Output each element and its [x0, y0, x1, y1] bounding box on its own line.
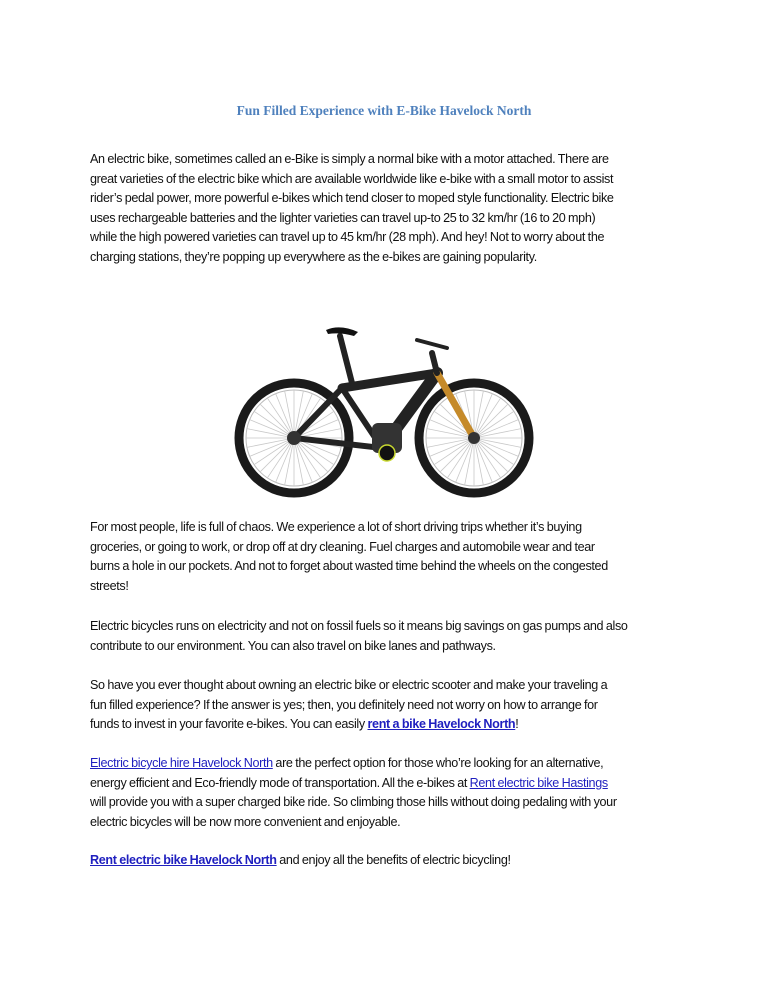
paragraph-intro: [90, 150, 690, 268]
text-line: [90, 557, 690, 577]
text-segment: charging stations, they’re popping up everywhere as the e-bikes are gaining popularity.: [90, 249, 537, 264]
text-line: [90, 793, 690, 813]
wheel-spoke: [474, 404, 508, 438]
text-line: [90, 518, 690, 538]
text-line: [90, 150, 690, 170]
text-segment: contribute to our environment. You can also travel on bike lanes and pathways.: [90, 638, 496, 653]
text-segment: For most people, life is full of chaos. We experience a lot of short driving trips whether it’s buying: [90, 520, 582, 534]
text-line: [90, 637, 690, 657]
text-segment: groceries, or going to work, or drop off at dry cleaning. Fuel charges and automobile wear and tear: [90, 539, 595, 554]
text-segment: and enjoy all the benefits of electric bicycling!: [276, 853, 511, 867]
text-segment: Electric bicycles runs on electricity and not on fossil fuels so it means big savings on gas pumps and also: [90, 619, 628, 633]
text-line: [90, 577, 690, 597]
hyperlink[interactable]: rent a bike Havelock North: [367, 717, 516, 732]
text-segment: are the perfect option for those who’re looking for an alternative,: [272, 756, 604, 770]
hyperlink[interactable]: Electric bicycle hire Havelock North: [90, 756, 273, 770]
text-line: [90, 696, 690, 716]
text-segment: rider’s pedal power, more powerful e-bikes which tend closer to moped style functionality. Electric bike: [90, 191, 614, 206]
text-line: [90, 248, 690, 268]
text-line: [90, 813, 690, 833]
text-segment: uses rechargeable batteries and the lighter varieties can travel up-to 25 to 32 km/hr (16 to 20 mph): [90, 210, 596, 225]
text-segment: !: [515, 717, 519, 732]
paragraph-chaos: [90, 518, 690, 596]
text-segment: An electric bike, sometimes called an e-Bike is simply a normal bike with a motor attached. There are: [90, 152, 609, 166]
wheel-spoke: [260, 438, 294, 472]
text-line: [90, 715, 690, 735]
text-line: [90, 228, 690, 248]
hyperlink[interactable]: Rent electric bike Havelock North: [90, 853, 277, 867]
text-line: [90, 189, 690, 209]
text-segment: burns a hole in our pockets. And not to forget about wasted time behind the wheels on the congested: [90, 559, 608, 574]
text-segment: fun filled experience? If the answer is yes; then, you definitely need not worry on how to arrange for: [90, 697, 598, 712]
paragraph-hire: [90, 754, 690, 832]
text-line: [90, 538, 690, 558]
text-line: [90, 209, 690, 229]
text-segment: funds to invest in your favorite e-bikes. You can easily: [90, 717, 368, 732]
paragraph-environment: [90, 617, 690, 656]
text-segment: energy efficient and Eco-friendly mode of transportation. All the e-bikes at: [90, 775, 470, 790]
document-title: Fun Filled Experience with E-Bike Havelock North: [236, 103, 532, 118]
text-segment: electric bicycles will be now more convenient and enjoyable.: [90, 814, 401, 829]
hyperlink[interactable]: Rent electric bike Hastings: [469, 775, 608, 790]
text-line: [90, 676, 690, 696]
wheel-spoke: [260, 404, 294, 438]
electric-bike-image: [232, 318, 538, 500]
text-line: [90, 617, 690, 637]
text-line: [90, 774, 690, 794]
wheel-spoke: [474, 438, 508, 472]
text-segment: So have you ever thought about owning an electric bike or electric scooter and make your traveling a: [90, 678, 608, 692]
text-line: [90, 754, 690, 774]
paragraph-fun: [90, 676, 690, 735]
text-segment: streets!: [90, 578, 129, 593]
text-segment: will provide you with a super charged bike ride. So climbing those hills without doing pedaling with your: [90, 795, 617, 810]
text-line: [90, 851, 690, 871]
wheel-spoke: [440, 438, 474, 472]
text-segment: while the high powered varieties can travel up to 45 km/hr (28 mph). And hey! Not to worry about the: [90, 230, 605, 245]
paragraph-closing: [90, 851, 690, 871]
text-line: [90, 170, 690, 190]
text-segment: great varieties of the electric bike which are available worldwide like e-bike with a small motor to assist: [90, 171, 614, 186]
